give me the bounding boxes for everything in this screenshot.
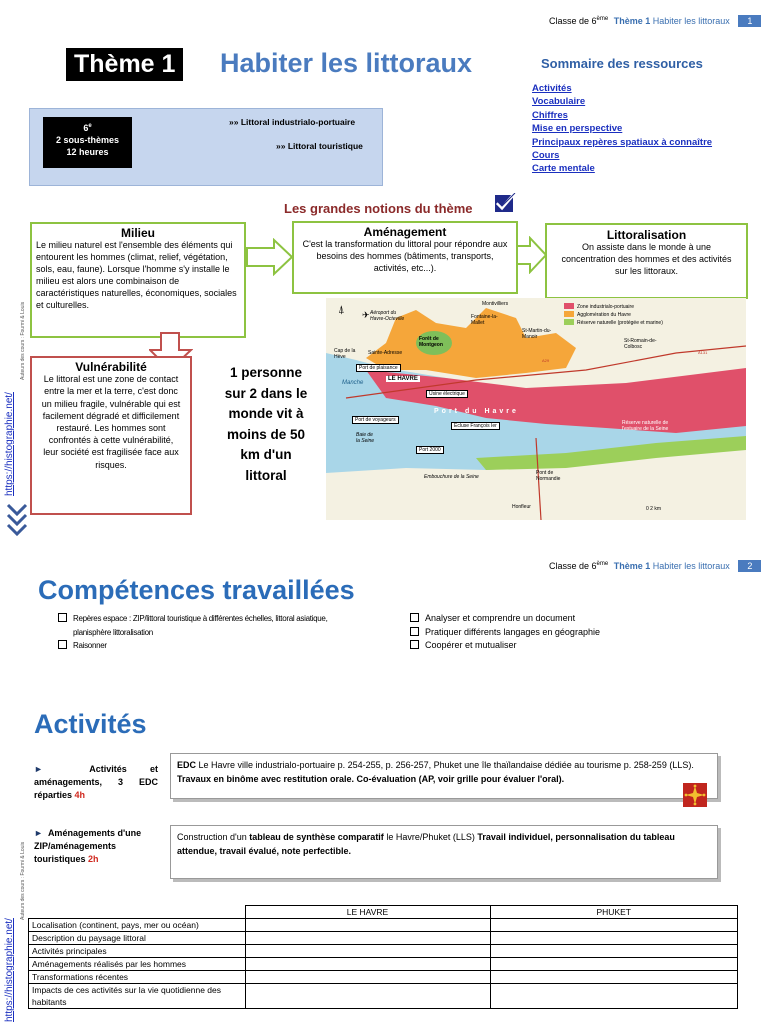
vulnerabilite-title: Vulnérabilité — [75, 360, 147, 374]
side-author-1: Auteurs des cours : Fourmi & Louis — [20, 301, 26, 380]
sommaire-link-vocabulaire[interactable]: Vocabulaire — [532, 96, 586, 108]
activites-title: Activités — [34, 709, 147, 739]
amenagement-text: C'est la transformation du littoral pour répondre aux besoins des hommes (bâtiments, transports, activités, etc...). — [302, 239, 508, 273]
synthesis-table — [28, 905, 738, 1009]
map-label-foret: Forêt de Montgeon — [419, 336, 443, 348]
map-label-estuaire: Embouchure de la Seine — [424, 474, 479, 480]
page-number: 1 — [738, 15, 761, 27]
sommaire-list — [532, 82, 712, 176]
hours-count: 12 heures — [66, 147, 109, 157]
subthemes-count: 2 sous-thèmes — [55, 135, 120, 145]
littoralisation-title: Littoralisation — [606, 228, 687, 242]
checkmark-icon — [494, 193, 516, 213]
table-row: Activités principales — [29, 945, 738, 958]
map-label-baie: Baie de la Seine — [356, 432, 375, 444]
map-label-stromain: St-Romain-de-Colbosc — [624, 338, 657, 350]
stat-text: 1 personne sur 2 dans le monde vit à moins de 50 km d'un littoral — [224, 365, 308, 483]
level-box: 6e 2 sous-thèmes 12 heures — [43, 117, 132, 168]
map-label-plaisance: Port de plaisance — [356, 364, 401, 372]
sommaire-link-reperes[interactable]: Principaux repères spatiaux à connaître — [532, 136, 713, 148]
north-arrow-icon: ⍋ — [338, 304, 345, 316]
table-row: Aménagements réalisés par les hommes — [29, 958, 738, 971]
sommaire-link-perspective[interactable]: Mise en perspective — [532, 123, 623, 135]
header-class: Classe de 6 — [549, 16, 597, 26]
checkbox-icon — [58, 613, 67, 622]
side-author-2: Auteurs des cours : Fourmi & Louis — [20, 841, 26, 920]
header-title: Habiter les littoraux — [652, 16, 730, 26]
subtheme-1: »» Littoral industrialo-portuaire — [229, 117, 356, 127]
map-label-montivilliers: Montivilliers — [482, 301, 509, 307]
map-label-stmartin: St-Martin-du-Manoir — [522, 328, 552, 340]
littoralisation-text: On assiste dans le monde à une concentration des hommes et des activités sur les littoraux. — [561, 242, 732, 276]
amenagement-box — [292, 221, 518, 294]
col-phuket: PHUKET — [490, 906, 738, 919]
notions-title: Les grandes notions du thème — [284, 201, 473, 216]
table-row: Localisation (continent, pays, mer ou océan) — [29, 919, 738, 932]
map-legend: Zone industrialo-portuaire Agglomération du Havre Réserve naturelle (protégée et marine) — [564, 303, 663, 327]
map-label-havre: LE HAVRE — [388, 376, 418, 382]
theme-label: Thème 1 — [66, 48, 183, 81]
map-label-a29: A29 — [542, 358, 550, 363]
map-label-honfleur: Honfleur — [512, 504, 531, 510]
table-header-row — [29, 906, 738, 919]
milieu-box — [30, 222, 246, 338]
map-label-aeroport: Aéroport du Havre-Octeville — [370, 310, 405, 322]
theme-title: Habiter les littoraux — [220, 48, 473, 78]
map-label-a131: A131 — [698, 350, 708, 355]
map-label-fontaine: Fontaine-la-Mallet — [471, 314, 498, 326]
checkbox-icon — [58, 640, 67, 649]
competences-left: Repères espace : ZIP/littoral touristique à différentes échelles, littoral asiatique, planisphère littoralisation Raisonner — [58, 612, 378, 653]
le-havre-map — [326, 298, 746, 520]
map-label-voyageurs: Port de voyageurs — [352, 416, 399, 424]
vulnerabilite-text: Le littoral est une zone de contact entre la mer et la terre, c'est donc un milieu fragile, vulnérable qui est facilement dégradé et difficilement restauré. Les hommes sont confrontés à cette vulnérabilité, leur société est fragilisée face aux risques. — [41, 374, 181, 470]
side-link-2[interactable]: https://histographie.net/ — [4, 918, 15, 1022]
table-row: Description du paysage littoral — [29, 932, 738, 945]
chevron-down-icon[interactable] — [6, 503, 28, 537]
map-label-cap: Cap de la Hève — [334, 348, 356, 360]
arrow-right-1 — [246, 238, 294, 276]
map-label-port2000: Port 2000 — [416, 446, 444, 454]
page-header-2: Classe de 6ème Thème 1 Habiter les littoraux 2 — [549, 560, 761, 572]
sommaire-link-activites[interactable]: Activités — [532, 83, 572, 94]
map-label-port-havre: Port du Havre — [434, 408, 519, 415]
subtheme-2: »» Littoral touristique — [276, 141, 363, 151]
table-row: Impacts de ces activités sur la vie quotidienne des habitants — [29, 984, 738, 1009]
map-label-manche: Manche — [342, 380, 364, 386]
side-link-1[interactable]: https://histographie.net/ — [4, 392, 15, 496]
page-header: Classe de 6ème Thème 1 Habiter les littoraux 1 — [549, 15, 761, 27]
littoralisation-box — [545, 223, 748, 299]
activity-1-box: EDC Le Havre ville industrialo-portuaire p. 254-255, p. 256-257, Phuket une île thaïlandaise dédiée au tourisme p. 258-259 (LLS). Travaux en binôme avec restitution orale. Co-évaluation (AP, voir grille pour évaluer l'oral). — [170, 753, 718, 799]
activity-1-label: ► Activités et aménagements, 3 EDC réparties 4h — [34, 764, 158, 800]
map-label-sainte-adresse: Sainte-Adresse — [368, 350, 403, 356]
map-label-usine: Usine électrique — [426, 390, 468, 398]
table-row: Transformations récentes — [29, 971, 738, 984]
arrow-right-2 — [514, 236, 548, 274]
header-theme: Thème 1 — [613, 16, 651, 26]
airplane-icon: ✈ — [362, 310, 370, 320]
checkbox-icon — [410, 627, 419, 636]
col-le-havre: LE HAVRE — [245, 906, 490, 919]
milieu-text: Le milieu naturel est l'ensemble des éléments qui entourent les hommes (climat, relief, végétation, sols, eau, faune). Lorsque l'homme s'y installe le milieu est alors une combinaison de caractéristiques naturelles, économiques, sociales et culturelles. — [36, 240, 237, 310]
map-label-normandie: Pont de Normandie — [536, 470, 561, 482]
map-label-ecluse: Écluse François Ier — [451, 422, 500, 430]
amenagement-title: Aménagement — [363, 225, 447, 239]
vulnerabilite-box — [30, 356, 192, 515]
milieu-title: Milieu — [120, 226, 155, 240]
sommaire-link-chiffres[interactable]: Chiffres — [532, 109, 568, 121]
competences-title: Compétences travaillées — [38, 575, 355, 605]
sommaire-link-carte-mentale[interactable]: Carte mentale — [532, 163, 595, 175]
map-scale: 0 2 km — [646, 506, 662, 512]
activity-2-box: Construction d'un tableau de synthèse comparatif le Havre/Phuket (LLS) Travail individuel, personnalisation du tableau attendue, travail évalué, note perfectible. — [170, 825, 718, 879]
checkbox-icon — [410, 640, 419, 649]
occitan-cross-icon — [683, 783, 707, 807]
map-label-reserve: Réserve naturelle de l'estuaire de la Seine — [622, 420, 669, 432]
sommaire-title: Sommaire des ressources — [541, 56, 703, 71]
sommaire-link-cours[interactable]: Cours — [532, 150, 560, 162]
checkbox-icon — [410, 613, 419, 622]
page-number-2: 2 — [738, 560, 761, 572]
theme-info-box — [29, 108, 383, 186]
competences-right: Analyser et comprendre un document Pratiquer différents langages en géographie Coopérer et mutualiser — [410, 612, 600, 653]
activity-2-label: ► Aménagements d'une ZIP/aménagements touristiques 2h — [34, 828, 142, 864]
